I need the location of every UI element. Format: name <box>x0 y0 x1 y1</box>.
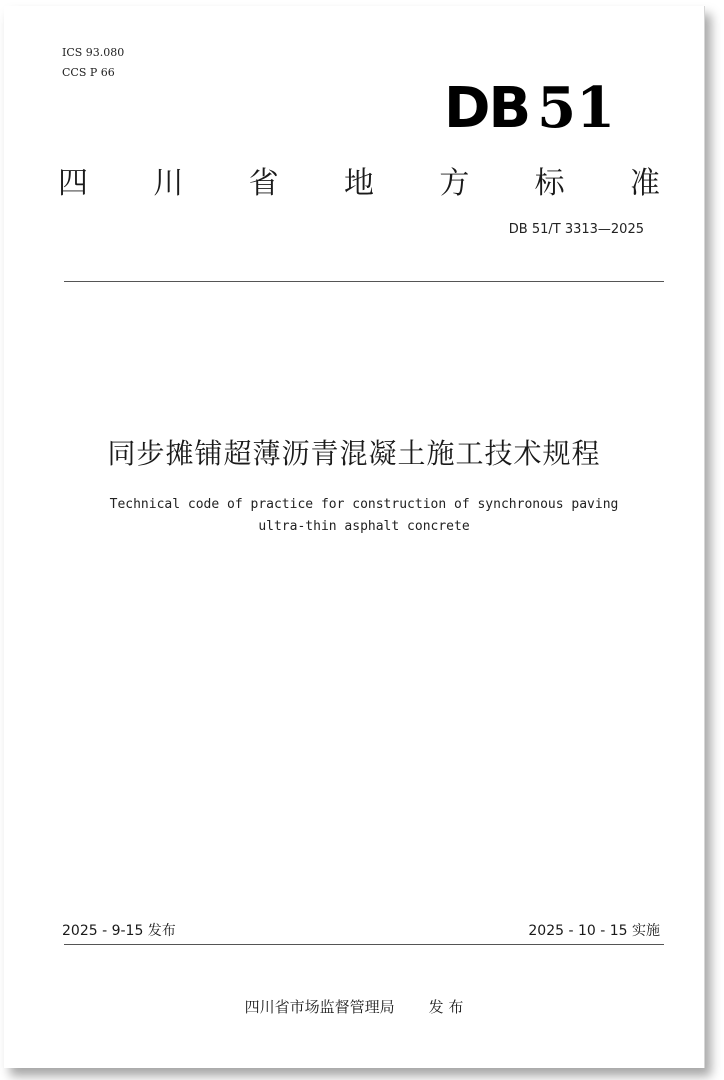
standard-type-char: 地 <box>343 166 374 201</box>
issuer-name: 四川省市场监督管理局 <box>244 998 395 1016</box>
issuer-line <box>4 996 704 1017</box>
standard-type-char: 标 <box>534 166 565 201</box>
standard-type-char: 川 <box>153 166 184 201</box>
standard-type-heading <box>58 158 660 202</box>
title-english-line: Technical code of practice for construction of synchronous paving <box>109 497 619 512</box>
db-logo <box>444 74 614 142</box>
document-page <box>4 6 705 1068</box>
logo-number: 51 <box>537 75 616 141</box>
title-chinese: 同步摊铺超薄沥青混凝土施工技术规程 <box>107 437 601 470</box>
ccs-code: CCS P 66 <box>62 66 115 79</box>
top-divider <box>64 281 664 282</box>
logo-prefix: DB <box>444 76 530 141</box>
bottom-divider <box>64 944 664 945</box>
issuer-action: 发 布 <box>428 998 464 1016</box>
publish-date: 2025 - 9-15 发布 <box>62 923 176 939</box>
standard-type-char: 准 <box>629 166 660 201</box>
ics-code: ICS 93.080 <box>62 46 125 59</box>
standard-type-char: 方 <box>439 166 470 201</box>
title-english <box>64 494 664 538</box>
standard-number: DB 51/T 3313—2025 <box>508 222 644 237</box>
standard-type-char: 四 <box>58 166 88 201</box>
implement-date: 2025 - 10 - 15 实施 <box>528 923 660 939</box>
standard-type-char: 省 <box>248 166 279 201</box>
title-english-line: ultra-thin asphalt concrete <box>258 519 470 534</box>
